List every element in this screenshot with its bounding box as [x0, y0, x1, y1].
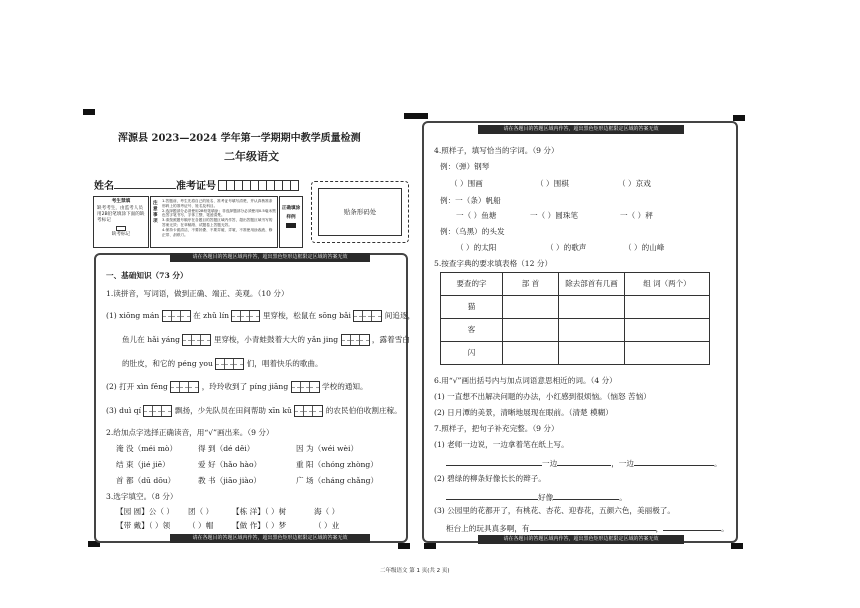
- question-4: 4.照样子，填写恰当的字词。（9 分）: [434, 146, 559, 155]
- q3-item[interactable]: （ ）业: [314, 521, 340, 530]
- q3-item[interactable]: 【栋 洋】（ ）树: [232, 507, 287, 516]
- q4-blank[interactable]: （ ）的太阳: [456, 243, 497, 252]
- answer-boxes[interactable]: [143, 405, 172, 417]
- notes-item: 4.保持卡面清洁，不要折叠、不要弄破、弄皱，不准使用涂改液、修正带、刮纸刀。: [162, 227, 273, 237]
- q7-word: 好像: [538, 493, 554, 502]
- pinyin-text: (1) xiōng mán: [106, 311, 160, 320]
- registration-mark: [83, 109, 95, 115]
- q7-prompt: 柜台上的玩具真多啊，有: [446, 524, 530, 533]
- q2-option[interactable]: 教 书（jiāo jiào）: [198, 476, 261, 485]
- band-text-top: 请在各题目的答题区域内作答，超出黑色矩形边框限定区域的答案无效: [170, 253, 370, 262]
- exam-title: 浑源县 2023—2024 学年第一学期期中教学质量检测: [118, 133, 361, 144]
- question-6: 6.用“√”画出括号内与加点词语意思相近的词。（4 分）: [434, 376, 617, 385]
- q1-line-3: [122, 358, 323, 370]
- q7-word: 一边: [542, 459, 558, 468]
- candidate-box: [93, 196, 149, 248]
- notes-item: 2.选择题部分必须使用2B铅笔填涂；非选择题部分必须使用0.5毫米黑色签字笔书写，字体工整、笔迹清楚。: [162, 208, 276, 218]
- pinyin-text: ，露着雪白: [371, 335, 410, 344]
- section-heading: 一、基础知识（73 分）: [106, 271, 188, 280]
- q3-item[interactable]: 团（ ）: [188, 507, 214, 516]
- q2-option[interactable]: 重 阳（chóng zhòng）: [296, 460, 378, 469]
- q4-blank[interactable]: 一（ ）秤: [620, 211, 653, 220]
- q2-option[interactable]: 因 为（wéi wèi）: [296, 444, 359, 453]
- exam-number-label: 准考证号: [176, 180, 216, 192]
- table-header-cell: 除去部首有几画: [559, 273, 625, 296]
- question-7: 7.照样子，把句子补充完整。（9 分）: [434, 424, 559, 433]
- q7-example: (1) 老师一边说，一边拿着笔在纸上写。: [434, 440, 569, 449]
- name-field[interactable]: [94, 180, 176, 194]
- registration-mark: [731, 543, 743, 549]
- answer-cell[interactable]: [559, 319, 625, 342]
- notes-label: 注意事项: [153, 201, 158, 224]
- pinyin-text: 学校的通知。: [322, 382, 368, 391]
- pinyin-text: ，玲玲收到了 píng jiāng: [201, 382, 289, 391]
- q1-line-2: [122, 334, 410, 346]
- candidate-box-heading: 考生禁填: [111, 199, 131, 204]
- pinyin-text: 飘扬，少先队员在田间帮助 xīn kǔ: [174, 406, 292, 415]
- pinyin-text: 们，唱着快乐的歌曲。: [246, 359, 323, 368]
- q3-item[interactable]: 海（ ）: [314, 507, 340, 516]
- q7-example: (3) 公园里的花都开了，有桃花、杏花、迎春花，五颜六色，美丽极了。: [434, 506, 675, 515]
- question-3: 3.选字填空。（8 分）: [106, 492, 178, 501]
- table-row: [441, 319, 710, 342]
- q3-item[interactable]: 【做 作】（ ）梦: [232, 521, 287, 530]
- answer-cell[interactable]: [503, 296, 559, 319]
- answer-boxes[interactable]: [170, 381, 199, 393]
- table-row: [441, 296, 710, 319]
- q1-line-4: [106, 381, 368, 393]
- q2-option[interactable]: 结 束（jié jiē）: [116, 460, 170, 469]
- answer-boxes[interactable]: [294, 405, 323, 417]
- q4-blank[interactable]: 一（ ）圆珠笔: [530, 211, 578, 220]
- pinyin-text: 里穿梭，松鼠在 sōng bǎi: [262, 311, 351, 320]
- exam-number-field[interactable]: [176, 180, 299, 193]
- answer-boxes[interactable]: [182, 334, 211, 346]
- answer-boxes[interactable]: [353, 310, 382, 322]
- q3-item[interactable]: 【园 圆】公（ ）: [116, 507, 174, 516]
- answer-cell[interactable]: [503, 319, 559, 342]
- candidate-box-body: 缺考考生，由监考人员用2B铅笔填涂下面的缺考标记: [97, 205, 145, 223]
- registration-mark: [404, 113, 416, 119]
- question-2: 2.给加点字选择正确读音，用“√”画出来。（9 分）: [106, 428, 274, 437]
- answer-boxes[interactable]: [162, 310, 191, 322]
- fill-example-label: 正确填涂: [281, 206, 301, 211]
- barcode-label: 贴条形码处: [343, 208, 377, 216]
- registration-mark: [398, 543, 410, 549]
- answer-boxes[interactable]: [291, 381, 320, 393]
- table-header-row: [441, 273, 710, 296]
- notes-list: [162, 199, 276, 238]
- absent-mark-box[interactable]: [116, 226, 126, 231]
- q2-option[interactable]: 淹 没（méi mò）: [116, 444, 178, 453]
- table-cell: 猫: [441, 296, 503, 319]
- band-text-bottom-right: 请在各题目的答题区域内作答，超出黑色矩形边框限定区域的答案无效: [478, 535, 684, 544]
- pinyin-text: 的肚皮，和它的 péng you: [122, 359, 213, 368]
- notes-item: 3.请按照题号顺序在各题目的答题区域内作答，超出答题区域书写的答案无效；在草稿纸、试题卷上答题无效。: [162, 218, 273, 228]
- notes-box: [150, 196, 278, 248]
- q2-option[interactable]: 广 场（cháng chǎng）: [296, 476, 379, 485]
- table-header-cell: 要查的字: [441, 273, 503, 296]
- pinyin-text: 里穿梭，小青蛙鼓着大大的 yǎn jing: [213, 335, 339, 344]
- answer-cell[interactable]: [625, 296, 710, 319]
- q4-blank[interactable]: （ ）京戏: [618, 179, 651, 188]
- q1-line-5: [106, 405, 402, 417]
- q7-answer-line[interactable]: 柜台上的玩具真多啊，有 ， 。: [446, 524, 729, 533]
- name-label: 姓名: [94, 181, 114, 192]
- registration-mark: [416, 113, 428, 119]
- q4-blank[interactable]: （ ）围棋: [536, 179, 569, 188]
- q7-answer-line[interactable]: 一边 ，一边 。: [446, 457, 722, 468]
- table-header-cell: 组 词（两个）: [625, 273, 710, 296]
- barcode-area: [311, 181, 409, 243]
- question-1: 1.读拼音，写词语，做到正确、端正、美观。（10 分）: [106, 289, 289, 298]
- pinyin-text: 鱼儿在 hǎi yáng: [122, 335, 181, 344]
- q1-line-1: [106, 310, 415, 322]
- q2-option[interactable]: 得 到（dé děi）: [198, 444, 255, 453]
- answer-cell[interactable]: [559, 296, 625, 319]
- pinyin-text: 间追逐，: [384, 311, 416, 320]
- registration-mark: [424, 543, 436, 549]
- answer-cell[interactable]: [559, 342, 625, 365]
- dictionary-table: [440, 272, 710, 365]
- filled-mark-icon: [286, 223, 296, 228]
- fill-example-box: [279, 196, 303, 248]
- q7-answer-line[interactable]: 好像 。: [446, 491, 627, 502]
- table-cell: 闪: [441, 342, 503, 365]
- pinyin-text: 的农民伯伯收割庄稼。: [325, 406, 402, 415]
- q3-item[interactable]: （ ）帽: [188, 521, 214, 530]
- band-text-bottom: 请在各题目的答题区域内作答，超出黑色矩形边框限定区域的答案无效: [170, 534, 370, 543]
- q4-blank[interactable]: （ ）的歌声: [546, 243, 587, 252]
- absent-mark-label: 缺考标记: [111, 231, 131, 237]
- q4-example: 例：（乌黑）的头发: [440, 227, 505, 236]
- registration-mark: [733, 115, 745, 121]
- answer-boxes[interactable]: [215, 358, 244, 370]
- table-row: [441, 342, 710, 365]
- exam-subtitle: 二年级语文: [224, 150, 279, 163]
- answer-boxes[interactable]: [231, 310, 260, 322]
- band-text-top-right: 请在各题目的答题区域内作答，超出黑色矩形边框限定区域的答案无效: [478, 125, 684, 134]
- q6-item[interactable]: (2) 日月潭的美景，清晰地展现在眼前。（清楚 模糊）: [434, 408, 613, 417]
- q4-blank[interactable]: 一（ ）鱼塘: [456, 211, 497, 220]
- page-footer: 二年级语文 第 1 页(共 2 页): [380, 568, 450, 574]
- question-5: 5.按查字典的要求填表格（12 分）: [434, 259, 553, 268]
- q7-example: (2) 碧绿的柳条好像长长的辫子。: [434, 474, 546, 483]
- answer-cell[interactable]: [625, 319, 710, 342]
- q4-example: 例：（弹）钢琴: [440, 162, 490, 171]
- answer-cell[interactable]: [503, 342, 559, 365]
- q4-blank[interactable]: （ ）围画: [450, 179, 483, 188]
- q4-blank[interactable]: （ ）的山峰: [624, 243, 665, 252]
- q2-option[interactable]: 爱 好（hǎo hào）: [198, 460, 262, 469]
- pinyin-text: (3) duì qí: [106, 406, 142, 415]
- q4-example: 例：一（条）帆船: [440, 196, 501, 205]
- q2-option[interactable]: 首 都（dū dōu）: [116, 476, 176, 485]
- q6-item[interactable]: (1) 一直想不出解决问题的办法，小红感到很烦恼。（恼怒 苦恼）: [434, 392, 651, 401]
- answer-boxes[interactable]: [341, 334, 370, 346]
- pinyin-text: 在 zhǔ lín: [193, 311, 230, 320]
- q3-item[interactable]: 【带 戴】（ ）领: [116, 521, 171, 530]
- table-cell: 客: [441, 319, 503, 342]
- answer-cell[interactable]: [625, 342, 710, 365]
- fill-example-sample: 样例: [286, 214, 296, 220]
- q7-word: 一边: [618, 459, 634, 468]
- notes-item: 1.答题前，考生先将自己的姓名、准考证号填写清楚，并认真核准条形码上的准考证号、姓名及科目。: [162, 199, 273, 208]
- table-header-cell: 部 首: [503, 273, 559, 296]
- pinyin-text: (2) 打开 xìn fēng: [106, 382, 168, 391]
